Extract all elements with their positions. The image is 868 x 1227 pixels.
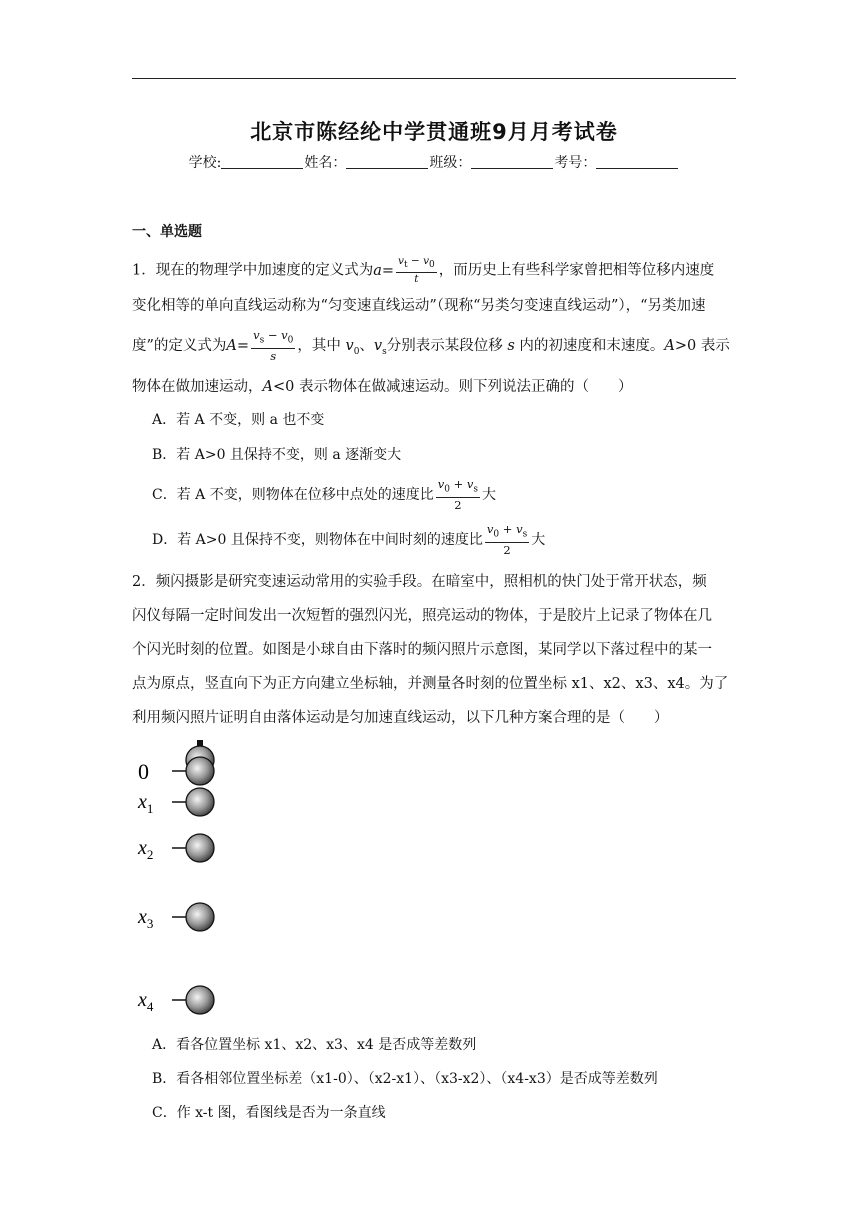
accel-formula: a= $\frac{v_t - v_0}{t}$ — [373, 255, 435, 286]
q2-line-2: 闪仪每隔一定时间发出一次短暂的强烈闪光，照亮运动的物体，于是胶片上记录了物体在几 — [132, 608, 712, 624]
section-heading: 一、单选题 — [132, 224, 202, 240]
q1-option-a[interactable]: A．若 A 不变，则 a 也不变 — [152, 412, 325, 428]
q2-option-b[interactable]: B．看各相邻位置坐标差（x1-0）、（x2-x1）、（x3-x2）、（x4-x3）是否成等差数列 — [152, 1071, 658, 1087]
ball-4 — [186, 986, 214, 1014]
label-0: 0 — [138, 759, 149, 784]
name-blank — [346, 154, 428, 169]
school-blank — [221, 154, 303, 169]
q1-line-1: 1．现在的物理学中加速度的定义式为a= $\frac{v_t - v_0}{t}$ ，而历史上有些科学家曾把相等位移内速度 — [132, 255, 715, 286]
avg-velocity-fraction: $\frac{v_0 + v_s}{2}$ — [437, 477, 479, 513]
ball-0 — [186, 757, 214, 785]
alt-accel-formula: A= $\frac{v_s - v_0}{s}$ — [226, 328, 294, 364]
number-label: 考号： — [554, 155, 597, 171]
ball-3 — [186, 903, 214, 931]
label-x2: $x_2$ — [138, 837, 154, 862]
q2-option-c[interactable]: C．作 x-t 图，看图线是否为一条直线 — [152, 1105, 386, 1121]
label-x4: $x_4$ — [138, 989, 154, 1014]
number-blank — [596, 154, 678, 169]
q1-line-3: 度”的定义式为A= $\frac{v_s - v_0}{s}$ ，其中 $v_0$、$v_s$分别表示某段位移 s 内的初速度和末速度。A>0 表示 — [132, 328, 730, 364]
class-label: 班级： — [429, 155, 472, 171]
q1-line-2: 变化相等的单向直线运动称为“匀变速直线运动”（现称“另类匀变速直线运动”），“另类加速 — [132, 298, 706, 314]
strobe-photo-figure — [130, 738, 240, 1028]
header-rule — [132, 78, 736, 79]
q1-option-b[interactable]: B．若 A>0 且保持不变，则 a 逐渐变大 — [152, 447, 402, 463]
class-blank — [471, 154, 553, 169]
label-x3: $x_3$ — [138, 906, 154, 931]
q1-option-c[interactable]: C．若 A 不变，则物体在位移中点处的速度比 $\frac{v_0 + v_s}{2}$ 大 — [152, 477, 497, 513]
page-title: 北京市陈经纶中学贯通班9月月考试卷 — [250, 120, 618, 144]
q2-line-4: 点为原点，竖直向下为正方向建立坐标轴，并测量各时刻的位置坐标 x1、x2、x3、x4。为了 — [132, 676, 729, 692]
q1-line-4: 物体在做加速运动，A<0 表示物体在做减速运动。则下列说法正确的（ ） — [132, 379, 633, 395]
avg-velocity-fraction: $\frac{v_0 + v_s}{2}$ — [486, 522, 528, 558]
ball-2 — [186, 834, 214, 862]
q1-option-d[interactable]: D．若 A>0 且保持不变，则物体在中间时刻的速度比 $\frac{v_0 + v_s}{2}$ 大 — [152, 522, 546, 558]
q2-option-a[interactable]: A．看各位置坐标 x1、x2、x3、x4 是否成等差数列 — [152, 1037, 477, 1053]
student-info-line — [0, 152, 868, 172]
school-label: 学校: — [188, 155, 222, 171]
q2-line-3: 个闪光时刻的位置。如图是小球自由下落时的频闪照片示意图，某同学以下落过程中的某一 — [132, 642, 712, 658]
q2-line-1: 2．频闪摄影是研究变速运动常用的实验手段。在暗室中，照相机的快门处于常开状态，频 — [132, 574, 707, 590]
q2-line-5: 利用频闪照片证明自由落体运动是匀加速直线运动，以下几种方案合理的是（ ） — [132, 710, 669, 726]
ball-1 — [186, 788, 214, 816]
label-x1: $x_1$ — [138, 791, 154, 816]
name-label: 姓名： — [304, 155, 347, 171]
